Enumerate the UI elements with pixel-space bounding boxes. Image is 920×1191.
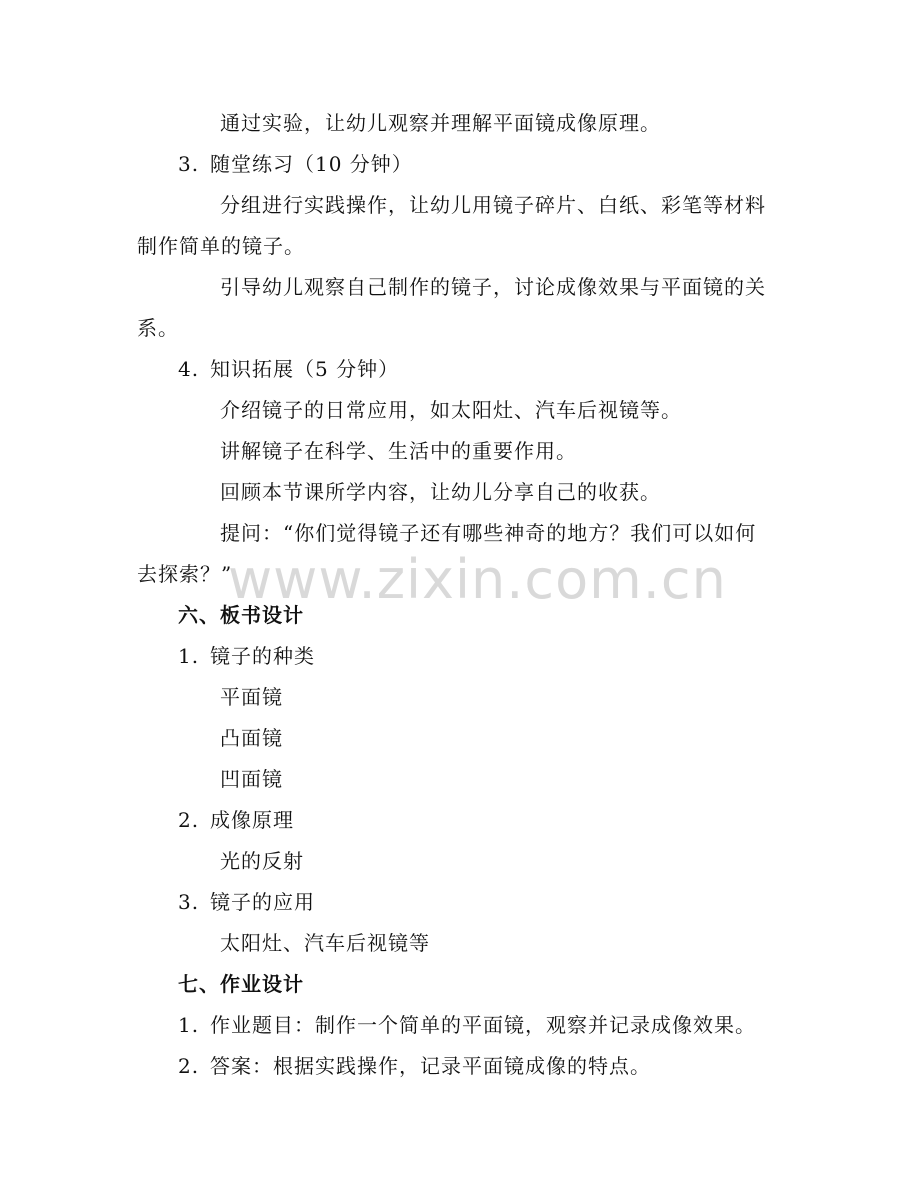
list-number: 3. [178, 890, 200, 914]
section-3-practice [178, 150, 413, 178]
board-item-2 [178, 806, 294, 834]
paragraph-guide-cont: 系。 [137, 316, 179, 340]
paragraph-group-work-cont: 制作简单的镜子。 [137, 234, 305, 258]
paragraph-experiment: 通过实验，让幼儿观察并理解平面镜成像原理。 [220, 111, 661, 135]
heading-board-design: 六、板书设计 [178, 603, 304, 627]
board-subitem: 凸面镜 [220, 726, 283, 750]
paragraph-guide: 引导幼儿观察自己制作的镜子，讨论成像效果与平面镜的关 [220, 275, 766, 299]
board-subitem: 光的反射 [220, 849, 304, 873]
list-number: 2. [178, 808, 200, 832]
homework-item-2 [178, 1052, 651, 1080]
list-text: 镜子的应用 [210, 890, 315, 914]
list-text: 成像原理 [210, 808, 294, 832]
list-number: 2. [178, 1054, 200, 1078]
paragraph-importance: 讲解镜子在科学、生活中的重要作用。 [220, 439, 577, 463]
homework-item-1 [178, 1011, 756, 1039]
board-item-1 [178, 642, 315, 670]
paragraph-review: 回顾本节课所学内容，让幼儿分享自己的收获。 [220, 480, 661, 504]
heading-homework-design: 七、作业设计 [178, 972, 304, 996]
paragraph-daily-use: 介绍镜子的日常应用，如太阳灶、汽车后视镜等。 [220, 398, 682, 422]
list-text: 作业题目：制作一个简单的平面镜，观察并记录成像效果。 [210, 1013, 756, 1037]
paragraph-group-work: 分组进行实践操作，让幼儿用镜子碎片、白纸、彩笔等材料 [220, 193, 766, 217]
list-number: 1. [178, 644, 200, 668]
watermark: www.zixin.com.cn [228, 548, 727, 611]
list-text: 答案：根据实践操作，记录平面镜成像的特点。 [210, 1054, 651, 1078]
section-4-extension [178, 355, 399, 383]
list-text: 知识拓展（5 分钟） [210, 357, 400, 381]
list-text: 镜子的种类 [210, 644, 315, 668]
board-item-3 [178, 888, 315, 916]
paragraph-question: 提问：“你们觉得镜子还有哪些神奇的地方？我们可以如何 [220, 521, 757, 545]
board-subitem: 平面镜 [220, 685, 283, 709]
paragraph-question-cont: 去探索？” [137, 562, 233, 586]
list-number: 1. [178, 1013, 200, 1037]
board-subitem: 太阳灶、汽车后视镜等 [220, 931, 430, 955]
board-subitem: 凹面镜 [220, 767, 283, 791]
list-text: 随堂练习（10 分钟） [210, 152, 413, 176]
list-number: 4. [178, 357, 200, 381]
list-number: 3. [178, 152, 200, 176]
